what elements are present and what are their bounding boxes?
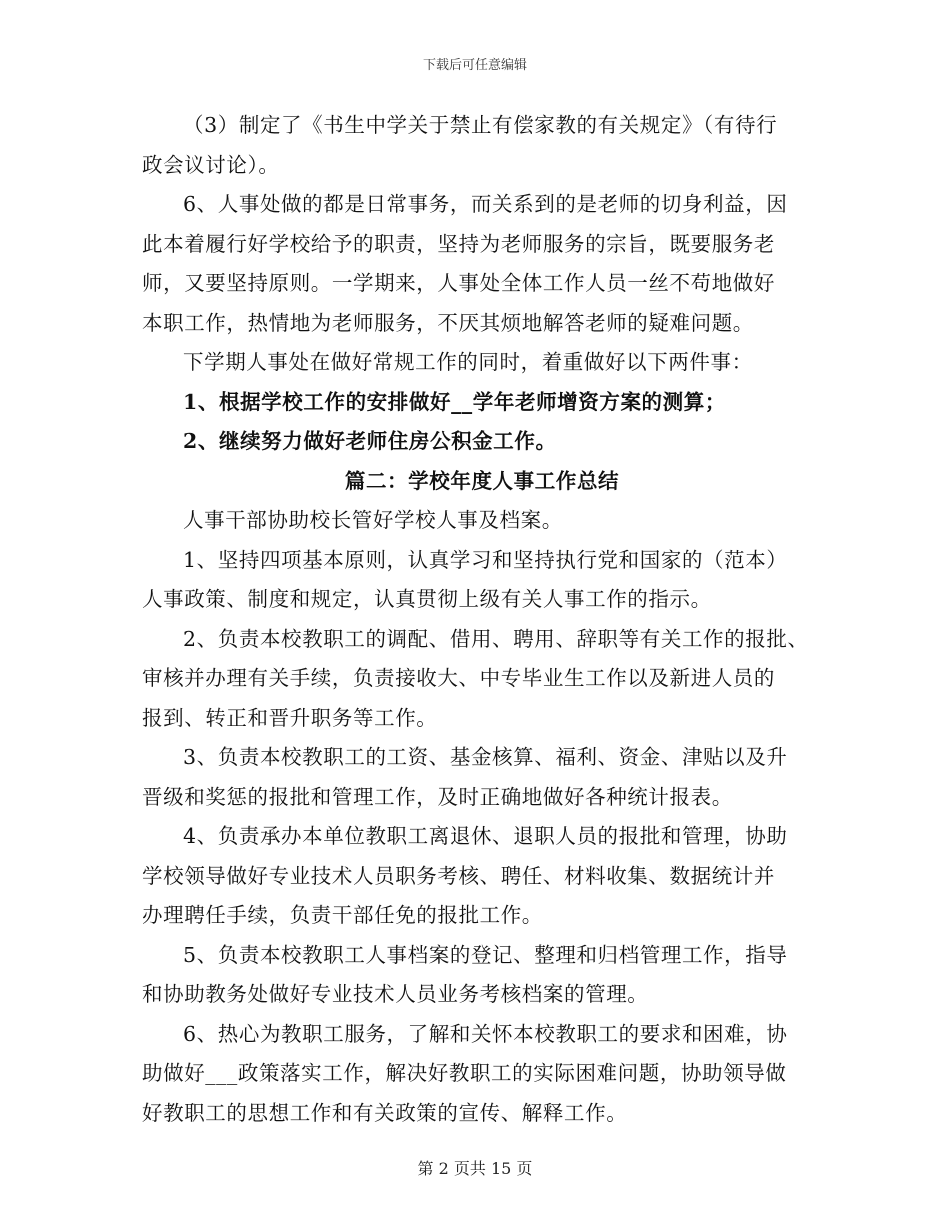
text-line: 6、人事处做的都是日常事务，而关系到的是老师的切身利益，因: [183, 192, 788, 216]
text-line: 师，又要坚持原则。一学期来，人事处全体工作人员一丝不苟地做好: [142, 271, 775, 295]
text-line: 本职工作，热情地为老师服务，不厌其烦地解答老师的疑难问题。: [142, 310, 754, 335]
text-line: 3、负责本校教职工的工资、基金核算、福利、资金、津贴以及升: [183, 745, 788, 769]
page-header: 下载后可任意编辑: [422, 58, 527, 73]
text-line: 审核并办理有关手续，负责接收大、中专毕业生工作以及新进人员的: [142, 666, 775, 690]
text-line: 学校领导做好专业技术人员职务考核、聘任、材料收集、数据统计并: [142, 863, 775, 888]
page-footer: 第 2 页共 15 页: [417, 1159, 533, 1178]
text-line: 人事干部协助校长管好学校人事及档案。: [183, 508, 563, 532]
text-line: 此本着履行好学校给予的职责，坚持为老师服务的宗旨，既要服务老: [142, 231, 775, 256]
text-line: 助做好___政策落实工作，解决好教职工的实际困难问题，协助领导做: [142, 1061, 787, 1085]
text-line: 2、负责本校教职工的调配、借用、聘用、辞职等有关工作的报批、: [183, 626, 809, 651]
text-line: 4、负责承办本单位教职工离退休、退职人员的报批和管理，协助: [183, 824, 788, 848]
text-line: 办理聘任手续，负责干部任免的报批工作。: [142, 903, 543, 927]
text-line: （3）制定了《书生中学关于禁止有偿家教的有关规定》（有待行: [183, 113, 778, 137]
text-line: 政会议讨论）。: [142, 152, 280, 177]
text-line: 和协助教务处做好专业技术人员业务考核档案的管理。: [142, 982, 649, 1006]
text-line: 人事政策、制度和规定，认真贯彻上级有关人事工作的指示。: [142, 587, 712, 611]
text-line: 好教职工的思想工作和有关政策的宣传、解释工作。: [142, 1100, 628, 1125]
document-body: [142, 106, 822, 1133]
text-line: 1、根据学校工作的安排做好__学年老师增资方案的测算；: [183, 389, 726, 414]
text-line: 报到、转正和晋升职务等工作。: [142, 705, 438, 730]
text-line: 2、继续努力做好老师住房公积金工作。: [183, 429, 557, 453]
text-line: 5、负责本校教职工人事档案的登记、整理和归档管理工作，指导: [183, 942, 788, 967]
text-line: 下学期人事处在做好常规工作的同时，着重做好以下两件事：: [183, 350, 753, 374]
text-line: 1、坚持四项基本原则，认真学习和坚持执行党和国家的（范本）: [183, 547, 788, 572]
section-heading: 篇二：学校年度人事工作总结: [344, 468, 620, 493]
text-line: 6、热心为教职工服务，了解和关怀本校教职工的要求和困难，协: [183, 1021, 788, 1046]
text-line: 晋级和奖惩的报批和管理工作，及时正确地做好各种统计报表。: [142, 784, 733, 809]
